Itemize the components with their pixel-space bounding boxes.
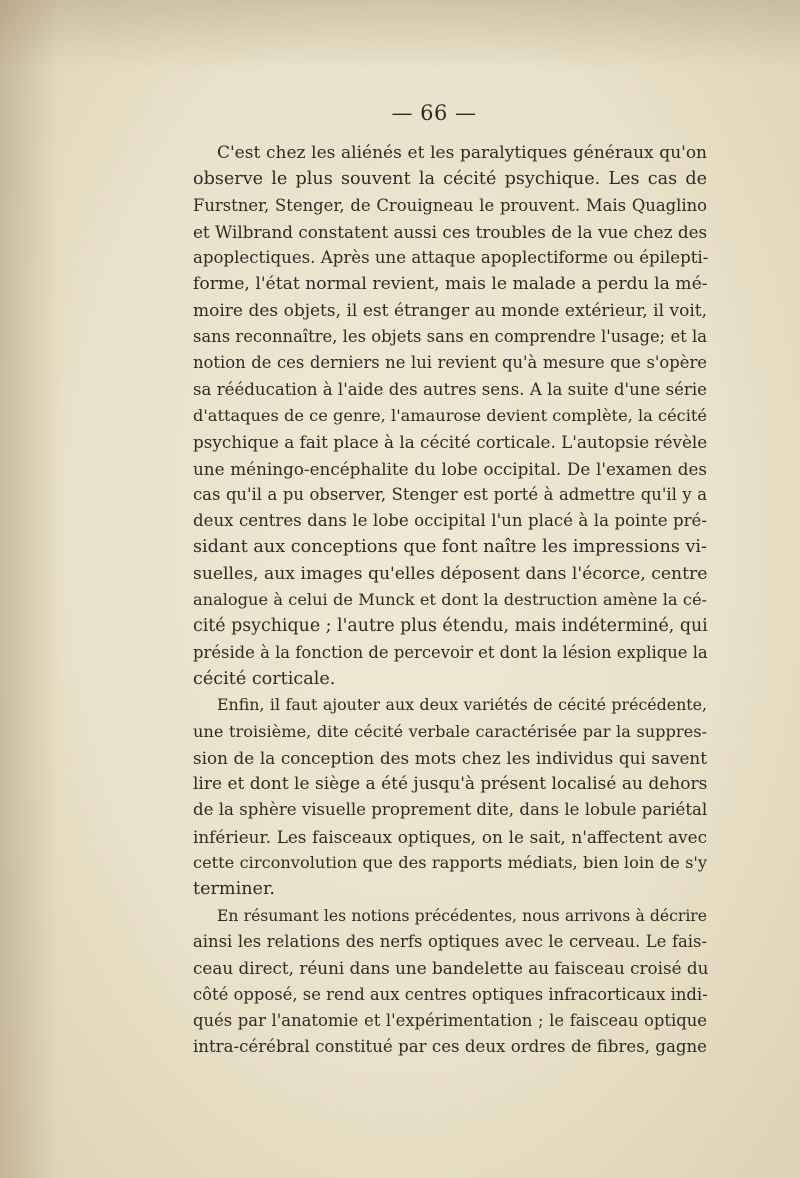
text-line: sion de la conception des mots chez les individus qui savent: [193, 747, 707, 768]
text-line: qués par l'anatomie et l'expérimentation ; le faisceau optique: [193, 1010, 707, 1030]
text-line: C'est chez les aliénés et les paralytiques généraux qu'on: [217, 143, 707, 163]
text-line: cité psychique ; l'autre plus étendu, mais indéterminé, qui: [193, 616, 708, 637]
text-line: ainsi les relations des nerfs optiques avec le cerveau. Le fais-: [193, 931, 707, 951]
text-line: moire des objets, il est étranger au monde extérieur, il voit,: [193, 300, 707, 321]
text-line: Furstner, Stenger, de Crouigneau le prouvent. Mais Quaglino: [193, 195, 707, 215]
text-line: terminer.: [193, 879, 276, 900]
text-line: et Wilbrand constatent aussi ces troubles de la vue chez des: [193, 221, 708, 242]
text-line: apoplectiques. Après une attaque apoplectiforme ou épilepti-: [193, 248, 709, 268]
text-line: une troisième, dite cécité verbale caractérisée par la suppres-: [193, 721, 707, 741]
text-line: analogue à celui de Munck et dont la destruction amène la cé-: [193, 590, 707, 610]
text-line: deux centres dans le lobe occipital l'un placé à la pointe pré-: [193, 511, 707, 531]
text-line: cas qu'il a pu observer, Stenger est porté à admettre qu'il y a: [193, 484, 707, 504]
text-line: côté opposé, se rend aux centres optiques infracorticaux indi-: [193, 984, 708, 1004]
text-line: sidant aux conceptions que font naître les impressions vi-: [193, 537, 707, 558]
page-number: — 66 —: [391, 101, 477, 125]
text-line: psychique a fait place à la cécité corticale. L'autopsie révèle: [193, 432, 708, 453]
text-line: préside à la fonction de percevoir et dont la lésion explique la: [193, 642, 708, 662]
text-line: de la sphère visuelle proprement dite, dans le lobule pariétal: [193, 800, 708, 820]
text-line: intra-cérébral constitué par ces deux ordres de fibres, gagne: [193, 1037, 707, 1057]
text-line: lire et dont le siège a été jusqu'à présent localisé au dehors: [193, 774, 708, 795]
text-line: d'attaques de ce genre, l'amaurose devient complète, la cécité: [193, 405, 707, 425]
text-line: une méningo-encéphalite du lobe occipital. De l'examen des: [193, 458, 707, 479]
text-line: cette circonvolution que des rapports médiats, bien loin de s'y: [193, 853, 707, 873]
text-line: sa rééducation à l'aide des autres sens. A la suite d'une série: [193, 379, 707, 399]
text-line: observe le plus souvent la cécité psychique. Les cas de: [193, 169, 707, 190]
text-line: Enfin, il faut ajouter aux deux variétés de cécité précédente,: [217, 695, 707, 715]
text-line: inférieur. Les faisceaux optiques, on le sait, n'affectent avec: [193, 826, 707, 847]
body-text: [193, 140, 707, 1060]
page-shadow-left: [0, 0, 60, 1178]
text-line: suelles, aux images qu'elles déposent dans l'écorce, centre: [193, 563, 708, 584]
text-line: notion de ces derniers ne lui revient qu'à mesure que s'opère: [193, 353, 707, 373]
text-line: ceau direct, réuni dans une bandelette au faisceau croisé du: [193, 958, 709, 979]
text-line: cécité corticale.: [193, 668, 336, 689]
text-line: forme, l'état normal revient, mais le malade a perdu la mé-: [193, 274, 708, 295]
text-line: sans reconnaître, les objets sans en comprendre l'usage; et la: [193, 327, 707, 347]
text-line: En résumant les notions précédentes, nous arrivons à décrire: [217, 906, 707, 925]
page-shadow-top: [0, 0, 800, 70]
